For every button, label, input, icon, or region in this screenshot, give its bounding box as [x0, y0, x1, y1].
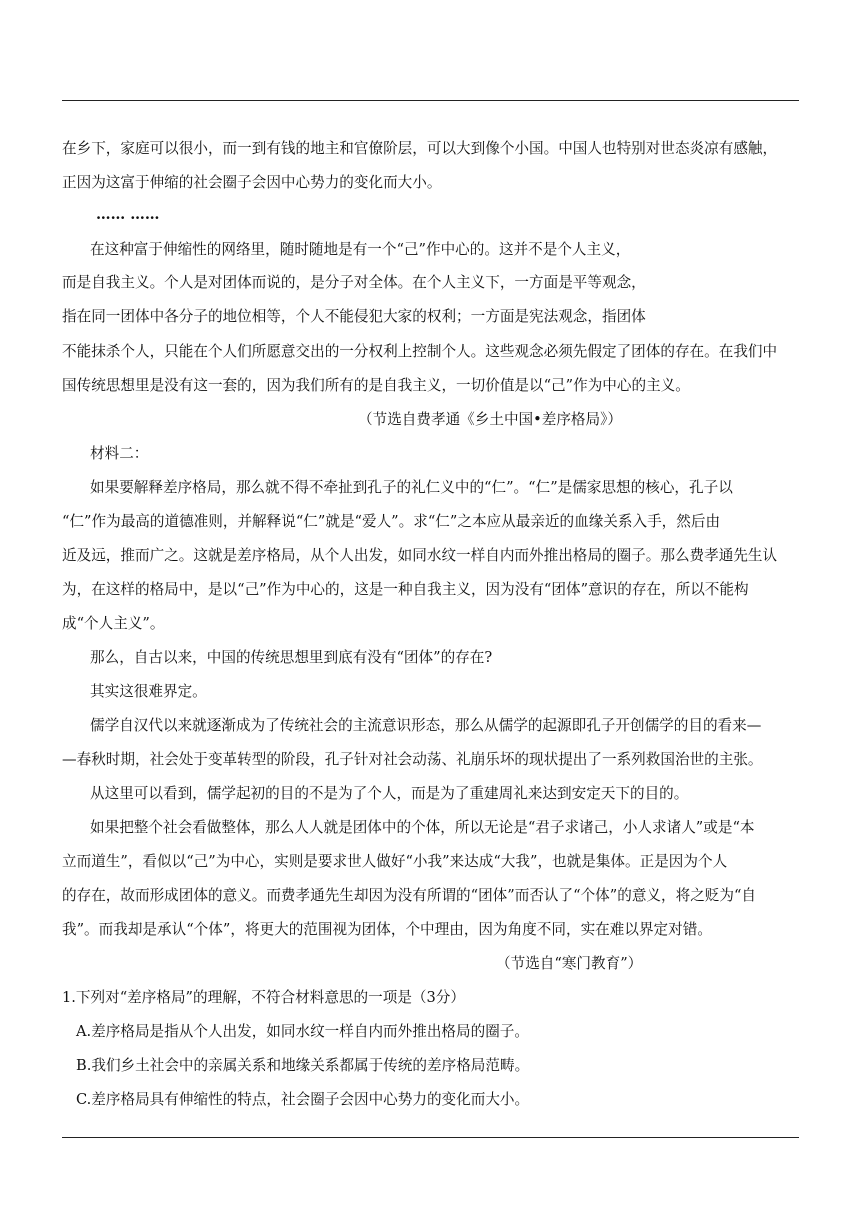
- paragraph-line: 为，在这样的格局中，是以“己”作为中心的，这是一种自我主义，因为没有“团体”意识的存在，所以不能构: [62, 581, 749, 598]
- paragraph-line: 近及远，推而广之。这就是差序格局，从个人出发，如同水纹一样自内而外推出格局的圈子。那么费孝通先生认: [62, 547, 778, 564]
- paragraph-line: 的存在，故而形成团体的意义。而费孝通先生却因为没有所谓的“团体”而否认了“个体”的意义，将之贬为“自: [62, 887, 757, 904]
- paragraph-line: 成“个人主义”。: [62, 615, 165, 632]
- paragraph-line: 其实这很难界定。: [90, 683, 207, 700]
- paragraph-line: 那么，自古以来，中国的传统思想里到底有没有“团体”的存在?: [90, 649, 493, 666]
- paragraph-line: 在这种富于伸缩性的网络里，随时随地是有一个“己”作中心的。这并不是个人主义，: [90, 241, 631, 258]
- question-stem: 1.下列对“差序格局”的理解，不符合材料意思的一项是（3分）: [62, 989, 465, 1006]
- source-citation: （节选自“寒门教育”）: [496, 955, 643, 972]
- paragraph-line: 而是自我主义。个人是对团体而说的，是分子对全体。在个人主义下，一方面是平等观念，: [62, 274, 646, 291]
- ellipsis: …… ……: [96, 206, 160, 223]
- paragraph-line: 国传统思想里是没有这一套的，因为我们所有的是自我主义，一切价值是以“己”作为中心的主义。: [62, 377, 690, 394]
- paragraph-line: 我”。而我却是承认“个体”，将更大的范围视为团体，个中理由，因为角度不同，实在难以界定对错。: [62, 921, 712, 938]
- source-citation: （节选自费孝通《乡土中国•差序格局》）: [358, 411, 622, 428]
- paragraph-line: 从这里可以看到，儒学起初的目的不是为了个人，而是为了重建周礼来达到安定天下的目的。: [90, 785, 689, 802]
- paragraph-line: 儒学自汉代以来就逐渐成为了传统社会的主流意识形态，那么从儒学的起源即孔子开创儒学的目的看来—: [90, 717, 762, 734]
- paragraph-line: 如果要解释差序格局，那么就不得不牵扯到孔子的礼仁义中的“仁”。“仁”是儒家思想的核心，孔子以: [90, 479, 733, 496]
- paragraph-line: 指在同一团体中各分子的地位相等，个人不能侵犯大家的权利；一方面是宪法观念，指团体: [62, 308, 646, 325]
- paragraph-line: 在乡下，家庭可以很小，而一到有钱的地主和官僚阶层，可以大到像个小国。中国人也特别对世态炎凉有感触，: [62, 140, 778, 157]
- footer-rule: [62, 1137, 799, 1138]
- option-a: A.差序格局是指从个人出发，如同水纹一样自内而外推出格局的圈子。: [76, 1023, 529, 1040]
- section-heading: 材料二：: [90, 445, 149, 462]
- paragraph-line: —春秋时期，社会处于变革转型的阶段，孔子针对社会动荡、礼崩乐坏的现状提出了一系列救国治世的主张。: [62, 751, 763, 768]
- paragraph-line: 正因为这富于伸缩的社会圈子会因中心势力的变化而大小。: [62, 174, 442, 191]
- paragraph-line: 不能抹杀个人，只能在个人们所愿意交出的一分权利上控制个人。这些观念必须先假定了团体的存在。在我们中: [62, 343, 778, 360]
- paragraph-line: “仁”作为最高的道德准则，并解释说“仁”就是“爱人”。求“仁”之本应从最亲近的血缘关系入手，然后由: [62, 513, 721, 530]
- option-c: C.差序格局具有伸缩性的特点，社会圈子会因中心势力的变化而大小。: [76, 1091, 530, 1108]
- paragraph-line: 立而道生”，看似以“己”为中心，实则是要求世人做好“小我”来达成“大我”，也就是集体。正是因为个人: [62, 853, 728, 870]
- option-b: B.我们乡土社会中的亲属关系和地缘关系都属于传统的差序格局范畴。: [76, 1057, 530, 1074]
- paragraph-line: 如果把整个社会看做整体，那么人人就是团体中的个体，所以无论是“君子求诸己，小人求诸人”或是“本: [90, 819, 755, 836]
- header-rule: [62, 100, 799, 101]
